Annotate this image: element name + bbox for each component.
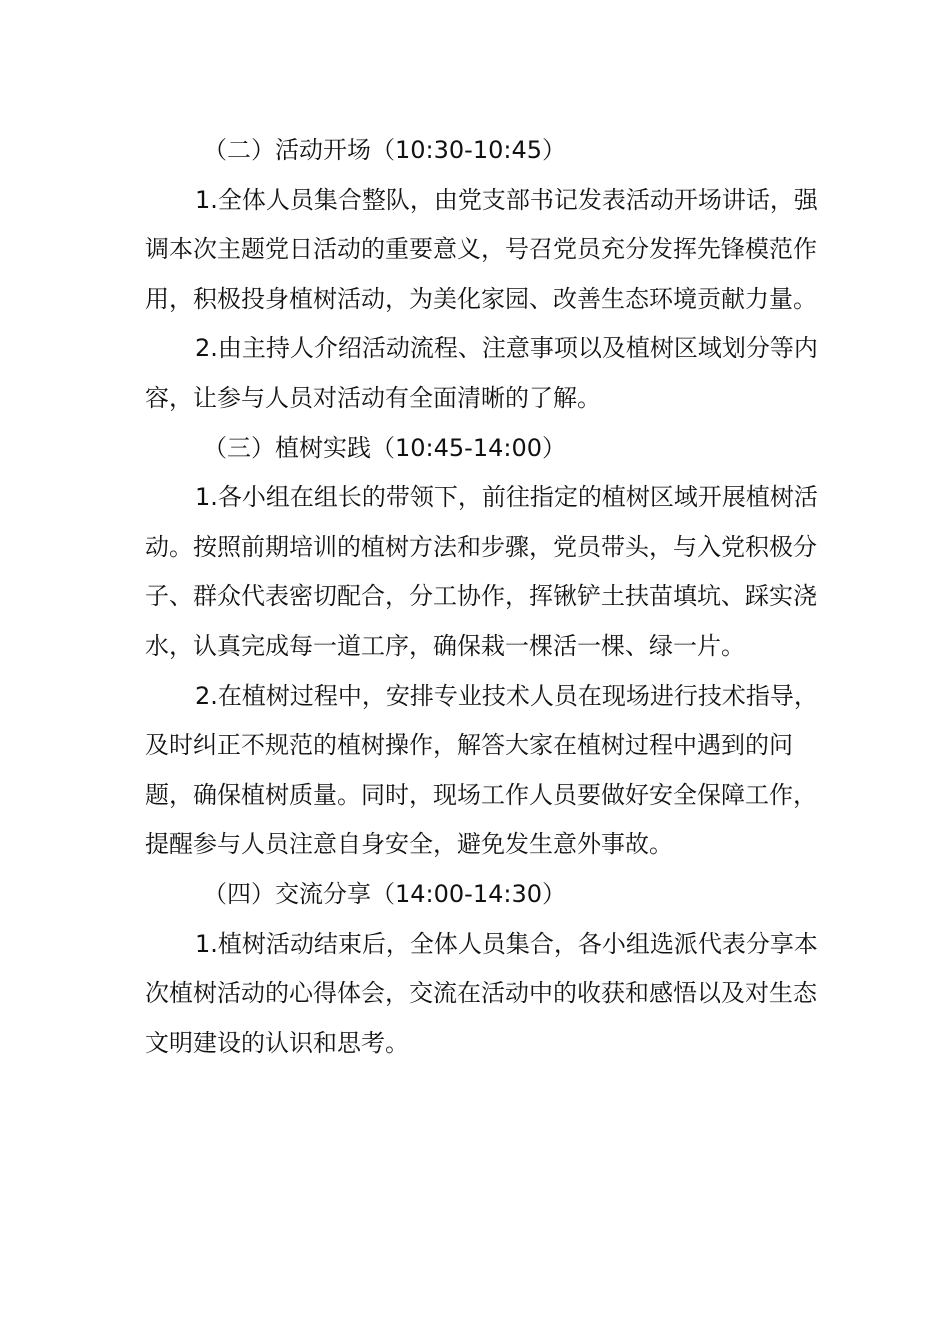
paragraph-sharing-1: 1.植树活动结束后，全体人员集合，各小组选派代表分享本次植树活动的心得体会，交流在活动中的收获和感悟以及对生态文明建设的认识和思考。: [145, 929, 818, 1057]
paragraph-opening-2: 2.由主持人介绍活动流程、注意事项以及植树区域划分等内容，让参与人员对活动有全面清晰的了解。: [145, 334, 818, 412]
section-heading-2: （二）活动开场（10:30-10:45）: [203, 136, 566, 164]
section-heading-3: （三）植树实践（10:45-14:00）: [203, 433, 566, 462]
paragraph-planting-2: 2.在植树过程中，安排专业技术人员在现场进行技术指导，及时纠正不规范的植树操作，解答大家在植树过程中遇到的问题，确保植树质量。同时，现场工作人员要做好安全保障工作，提醒参与人员注意自身安全，避免发生意外事故。: [145, 681, 818, 859]
paragraph-planting-1: 1.各小组在组长的带领下，前往指定的植树区域开展植树活动。按照前期培训的植树方法和步骤，党员带头，与入党积极分子、群众代表密切配合，分工协作，挥锹铲土扶苗填坑、踩实浇水，认真完成每一道工序，确保栽一棵活一棵、绿一片。: [145, 483, 818, 660]
section-heading-4: （四）交流分享（14:00-14:30）: [203, 879, 566, 908]
paragraph-opening-1: 1.全体人员集合整队，由党支部书记发表活动开场讲话，强调本次主题党日活动的重要意义，号召党员充分发挥先锋模范作用，积极投身植树活动，为美化家园、改善生态环境贡献力量。: [145, 185, 818, 313]
document-body: [145, 126, 835, 1068]
